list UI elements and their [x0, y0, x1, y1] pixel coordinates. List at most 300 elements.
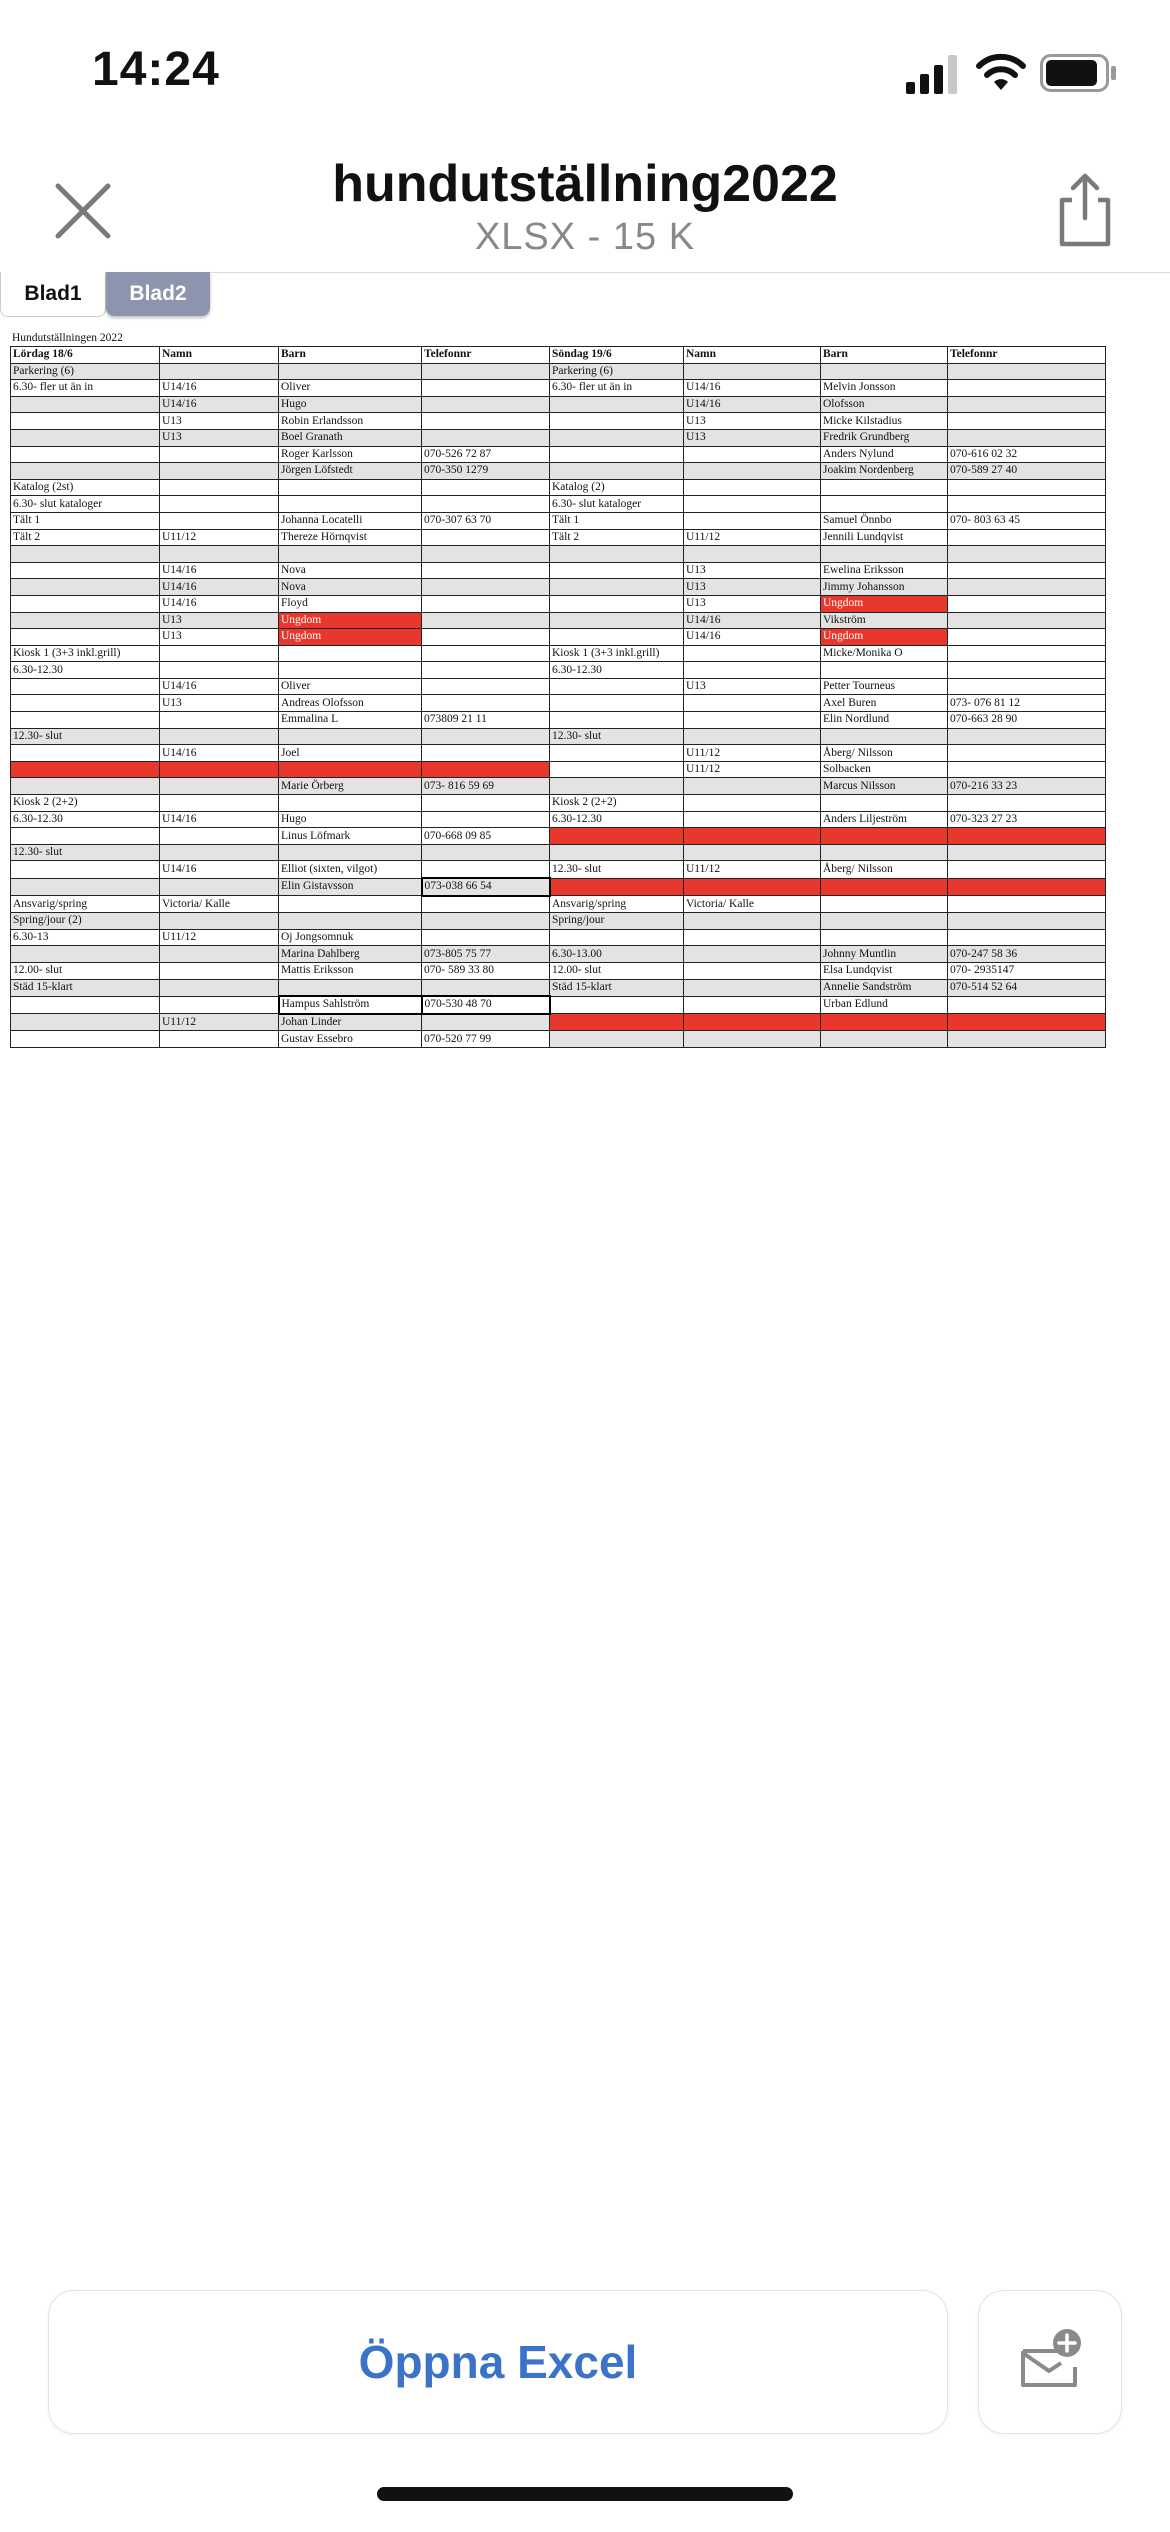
- table-cell[interactable]: Ungdom: [821, 595, 948, 612]
- table-cell[interactable]: Namn: [684, 347, 821, 364]
- table-cell[interactable]: 12.30- slut: [550, 728, 684, 745]
- table-cell[interactable]: U11/12: [684, 861, 821, 878]
- table-cell[interactable]: [550, 579, 684, 596]
- table-cell[interactable]: [422, 913, 550, 930]
- table-cell[interactable]: 070-323 27 23: [948, 811, 1106, 828]
- table-cell[interactable]: 070-668 09 85: [422, 828, 550, 845]
- table-cell[interactable]: [948, 745, 1106, 762]
- table-cell[interactable]: [948, 861, 1106, 878]
- table-cell[interactable]: U14/16: [160, 380, 279, 397]
- table-cell[interactable]: [821, 496, 948, 513]
- table-cell[interactable]: U13: [160, 695, 279, 712]
- table-cell[interactable]: [422, 612, 550, 629]
- table-cell[interactable]: [948, 1014, 1106, 1031]
- table-cell[interactable]: [684, 1014, 821, 1031]
- table-cell[interactable]: 12.30- slut: [550, 861, 684, 878]
- table-cell[interactable]: Elliot (sixten, vilgot): [279, 861, 422, 878]
- table-cell[interactable]: [821, 844, 948, 861]
- table-cell[interactable]: Robin Erlandsson: [279, 413, 422, 430]
- table-cell[interactable]: [821, 728, 948, 745]
- table-cell[interactable]: [279, 795, 422, 812]
- table-cell[interactable]: [160, 844, 279, 861]
- table-cell[interactable]: [684, 728, 821, 745]
- table-cell[interactable]: [948, 413, 1106, 430]
- table-cell[interactable]: [422, 429, 550, 446]
- table-cell[interactable]: [160, 363, 279, 380]
- table-cell[interactable]: [11, 612, 160, 629]
- table-cell[interactable]: U11/12: [684, 529, 821, 546]
- table-cell[interactable]: [422, 929, 550, 946]
- table-cell[interactable]: Fredrik Grundberg: [821, 429, 948, 446]
- table-cell[interactable]: [11, 878, 160, 896]
- table-cell[interactable]: [11, 562, 160, 579]
- table-cell[interactable]: Boel Granath: [279, 429, 422, 446]
- table-cell[interactable]: 070-307 63 70: [422, 512, 550, 529]
- table-cell[interactable]: [821, 546, 948, 563]
- table-cell[interactable]: 073809 21 11: [422, 712, 550, 729]
- table-cell[interactable]: U14/16: [160, 678, 279, 695]
- table-cell[interactable]: U14/16: [684, 396, 821, 413]
- table-cell[interactable]: Oliver: [279, 678, 422, 695]
- table-cell[interactable]: [550, 678, 684, 695]
- table-cell[interactable]: U14/16: [160, 595, 279, 612]
- table-cell[interactable]: [550, 1031, 684, 1048]
- table-cell[interactable]: Barn: [279, 347, 422, 364]
- table-cell[interactable]: [160, 645, 279, 662]
- table-cell[interactable]: Johanna Locatelli: [279, 512, 422, 529]
- table-cell[interactable]: [422, 728, 550, 745]
- table-cell[interactable]: U14/16: [160, 562, 279, 579]
- table-cell[interactable]: Elin Nordlund: [821, 712, 948, 729]
- table-cell[interactable]: Mattis Eriksson: [279, 962, 422, 979]
- table-cell[interactable]: [948, 529, 1106, 546]
- table-cell[interactable]: [422, 595, 550, 612]
- table-cell[interactable]: 073- 076 81 12: [948, 695, 1106, 712]
- table-cell[interactable]: [948, 579, 1106, 596]
- table-cell[interactable]: [550, 712, 684, 729]
- table-cell[interactable]: Axel Buren: [821, 695, 948, 712]
- table-cell[interactable]: 070-616 02 32: [948, 446, 1106, 463]
- table-cell[interactable]: [821, 828, 948, 845]
- table-cell[interactable]: [948, 929, 1106, 946]
- table-cell[interactable]: [422, 645, 550, 662]
- table-cell[interactable]: [279, 479, 422, 496]
- table-cell[interactable]: [11, 996, 160, 1014]
- table-cell[interactable]: [160, 463, 279, 480]
- table-cell[interactable]: Anders Liljeström: [821, 811, 948, 828]
- table-cell[interactable]: Nova: [279, 579, 422, 596]
- table-cell[interactable]: U13: [684, 562, 821, 579]
- table-cell[interactable]: [821, 1014, 948, 1031]
- table-cell[interactable]: Gustav Essebro: [279, 1031, 422, 1048]
- table-cell[interactable]: Joakim Nordenberg: [821, 463, 948, 480]
- table-cell[interactable]: Jennili Lundqvist: [821, 529, 948, 546]
- table-cell[interactable]: [422, 745, 550, 762]
- table-cell[interactable]: [422, 795, 550, 812]
- table-cell[interactable]: U11/12: [160, 1014, 279, 1031]
- table-cell[interactable]: [684, 811, 821, 828]
- table-cell[interactable]: [160, 946, 279, 963]
- table-cell[interactable]: [160, 828, 279, 845]
- table-cell[interactable]: [279, 662, 422, 679]
- table-cell[interactable]: 6.30- fler ut än in: [550, 380, 684, 397]
- table-cell[interactable]: [550, 595, 684, 612]
- table-cell[interactable]: 12.30- slut: [11, 844, 160, 861]
- table-cell[interactable]: Telefonnr: [422, 347, 550, 364]
- table-cell[interactable]: [422, 413, 550, 430]
- table-cell[interactable]: Lördag 18/6: [11, 347, 160, 364]
- table-cell[interactable]: [684, 996, 821, 1014]
- table-cell[interactable]: Joel: [279, 745, 422, 762]
- table-cell[interactable]: Ansvarig/spring: [11, 896, 160, 913]
- table-cell[interactable]: [160, 479, 279, 496]
- table-cell[interactable]: [684, 695, 821, 712]
- table-cell[interactable]: 070-247 58 36: [948, 946, 1106, 963]
- table-cell[interactable]: [550, 996, 684, 1014]
- table-cell[interactable]: [11, 761, 160, 778]
- table-cell[interactable]: [422, 1014, 550, 1031]
- table-cell[interactable]: [948, 662, 1106, 679]
- table-cell[interactable]: [422, 695, 550, 712]
- table-cell[interactable]: [684, 946, 821, 963]
- table-cell[interactable]: Spring/jour: [550, 913, 684, 930]
- table-cell[interactable]: U14/16: [684, 380, 821, 397]
- table-cell[interactable]: 6.30-12.30: [11, 662, 160, 679]
- table-cell[interactable]: [279, 896, 422, 913]
- share-icon[interactable]: [1050, 170, 1120, 250]
- table-cell[interactable]: [160, 496, 279, 513]
- table-cell[interactable]: [422, 546, 550, 563]
- table-cell[interactable]: [821, 878, 948, 896]
- table-cell[interactable]: U14/16: [160, 396, 279, 413]
- table-cell[interactable]: Johnny Muntlin: [821, 946, 948, 963]
- table-cell[interactable]: U11/12: [684, 745, 821, 762]
- table-cell[interactable]: [279, 546, 422, 563]
- table-cell[interactable]: [160, 913, 279, 930]
- table-cell[interactable]: [422, 844, 550, 861]
- table-cell[interactable]: Ewelina Eriksson: [821, 562, 948, 579]
- table-cell[interactable]: Melvin Jonsson: [821, 380, 948, 397]
- table-cell[interactable]: 6.30-12.30: [11, 811, 160, 828]
- table-cell[interactable]: Victoria/ Kalle: [684, 896, 821, 913]
- table-cell[interactable]: [821, 363, 948, 380]
- table-cell[interactable]: [160, 979, 279, 996]
- table-cell[interactable]: [11, 1014, 160, 1031]
- table-cell[interactable]: Micke/Monika O: [821, 645, 948, 662]
- table-cell[interactable]: [684, 962, 821, 979]
- table-cell[interactable]: Olofsson: [821, 396, 948, 413]
- table-cell[interactable]: Solbacken: [821, 761, 948, 778]
- table-cell[interactable]: [550, 413, 684, 430]
- table-cell[interactable]: Spring/jour (2): [11, 913, 160, 930]
- table-cell[interactable]: [948, 996, 1106, 1014]
- table-cell[interactable]: Kiosk 1 (3+3 inkl.grill): [11, 645, 160, 662]
- table-cell[interactable]: [684, 1031, 821, 1048]
- tab-blad2[interactable]: Blad2: [106, 272, 210, 316]
- table-cell[interactable]: Annelie Sandström: [821, 979, 948, 996]
- table-cell[interactable]: [11, 429, 160, 446]
- table-cell[interactable]: 12.30- slut: [11, 728, 160, 745]
- table-cell[interactable]: [948, 380, 1106, 397]
- table-cell[interactable]: [11, 595, 160, 612]
- table-cell[interactable]: [160, 996, 279, 1014]
- table-cell[interactable]: [684, 662, 821, 679]
- table-cell[interactable]: [550, 828, 684, 845]
- table-cell[interactable]: 070-520 77 99: [422, 1031, 550, 1048]
- table-cell[interactable]: [948, 396, 1106, 413]
- table-cell[interactable]: [684, 844, 821, 861]
- table-cell[interactable]: [821, 929, 948, 946]
- table-cell[interactable]: [422, 678, 550, 695]
- table-cell[interactable]: Tält 2: [11, 529, 160, 546]
- table-cell[interactable]: Katalog (2st): [11, 479, 160, 496]
- table-cell[interactable]: [948, 678, 1106, 695]
- table-cell[interactable]: [821, 479, 948, 496]
- table-cell[interactable]: 12.00- slut: [11, 962, 160, 979]
- table-cell[interactable]: [422, 761, 550, 778]
- table-cell[interactable]: U11/12: [160, 529, 279, 546]
- table-cell[interactable]: Hugo: [279, 811, 422, 828]
- table-cell[interactable]: Thereze Hörnqvist: [279, 529, 422, 546]
- table-cell[interactable]: [948, 363, 1106, 380]
- table-cell[interactable]: [550, 396, 684, 413]
- table-cell[interactable]: U11/12: [160, 929, 279, 946]
- table-cell[interactable]: 12.00- slut: [550, 962, 684, 979]
- table-cell[interactable]: 070-514 52 64: [948, 979, 1106, 996]
- table-cell[interactable]: [684, 778, 821, 795]
- table-cell[interactable]: Tält 2: [550, 529, 684, 546]
- table-cell[interactable]: [279, 761, 422, 778]
- table-cell[interactable]: [422, 380, 550, 397]
- table-cell[interactable]: [684, 929, 821, 946]
- table-cell[interactable]: Kiosk 1 (3+3 inkl.grill): [550, 645, 684, 662]
- table-cell[interactable]: [160, 712, 279, 729]
- table-cell[interactable]: [948, 612, 1106, 629]
- table-cell[interactable]: [821, 1031, 948, 1048]
- table-cell[interactable]: U14/16: [684, 612, 821, 629]
- table-cell[interactable]: U14/16: [160, 811, 279, 828]
- table-cell[interactable]: 6.30-13: [11, 929, 160, 946]
- table-cell[interactable]: [948, 429, 1106, 446]
- table-cell[interactable]: [279, 913, 422, 930]
- table-cell[interactable]: [948, 878, 1106, 896]
- table-cell[interactable]: [550, 612, 684, 629]
- table-cell[interactable]: [684, 645, 821, 662]
- table-cell[interactable]: [550, 446, 684, 463]
- table-cell[interactable]: [422, 629, 550, 646]
- open-excel-button[interactable]: Öppna Excel: [48, 2290, 948, 2434]
- table-cell[interactable]: Elsa Lundqvist: [821, 962, 948, 979]
- table-cell[interactable]: U14/16: [684, 629, 821, 646]
- table-cell[interactable]: [684, 913, 821, 930]
- table-cell[interactable]: Marcus Nilsson: [821, 778, 948, 795]
- table-cell[interactable]: [11, 1031, 160, 1048]
- table-cell[interactable]: Nova: [279, 562, 422, 579]
- table-cell[interactable]: [550, 929, 684, 946]
- table-cell[interactable]: [279, 363, 422, 380]
- table-cell[interactable]: [550, 562, 684, 579]
- table-cell[interactable]: [422, 562, 550, 579]
- table-cell[interactable]: [11, 546, 160, 563]
- table-cell[interactable]: [684, 496, 821, 513]
- table-cell[interactable]: [160, 546, 279, 563]
- table-cell[interactable]: [279, 496, 422, 513]
- table-cell[interactable]: [948, 795, 1106, 812]
- table-cell[interactable]: [821, 896, 948, 913]
- table-cell[interactable]: U13: [684, 595, 821, 612]
- table-cell[interactable]: [821, 662, 948, 679]
- table-cell[interactable]: [948, 728, 1106, 745]
- table-cell[interactable]: [160, 728, 279, 745]
- table-cell[interactable]: [279, 728, 422, 745]
- table-cell[interactable]: [422, 396, 550, 413]
- table-cell[interactable]: [11, 695, 160, 712]
- table-cell[interactable]: Söndag 19/6: [550, 347, 684, 364]
- table-cell[interactable]: [550, 629, 684, 646]
- table-cell[interactable]: Ungdom: [279, 612, 422, 629]
- table-cell[interactable]: [948, 645, 1106, 662]
- table-cell[interactable]: Telefonnr: [948, 347, 1106, 364]
- table-cell[interactable]: U13: [684, 413, 821, 430]
- table-cell[interactable]: Kiosk 2 (2+2): [550, 795, 684, 812]
- table-cell[interactable]: [160, 662, 279, 679]
- table-cell[interactable]: [11, 678, 160, 695]
- table-cell[interactable]: [11, 946, 160, 963]
- table-cell[interactable]: Hugo: [279, 396, 422, 413]
- table-cell[interactable]: 6.30-12.30: [550, 811, 684, 828]
- table-cell[interactable]: [11, 446, 160, 463]
- table-cell[interactable]: [948, 629, 1106, 646]
- table-cell[interactable]: [948, 913, 1106, 930]
- table-cell[interactable]: [550, 844, 684, 861]
- table-cell[interactable]: [160, 512, 279, 529]
- table-cell[interactable]: [422, 529, 550, 546]
- table-cell[interactable]: Andreas Olofsson: [279, 695, 422, 712]
- table-cell[interactable]: U13: [684, 579, 821, 596]
- table-cell[interactable]: [422, 979, 550, 996]
- table-cell[interactable]: 070- 589 33 80: [422, 962, 550, 979]
- table-cell[interactable]: [684, 828, 821, 845]
- table-cell[interactable]: [821, 913, 948, 930]
- table-cell[interactable]: [11, 861, 160, 878]
- table-cell[interactable]: Parkering (6): [11, 363, 160, 380]
- table-cell[interactable]: [948, 1031, 1106, 1048]
- table-cell[interactable]: [11, 463, 160, 480]
- mail-button[interactable]: [978, 2290, 1122, 2434]
- table-cell[interactable]: [279, 645, 422, 662]
- table-cell[interactable]: 070-663 28 90: [948, 712, 1106, 729]
- table-cell[interactable]: 070-526 72 87: [422, 446, 550, 463]
- table-cell[interactable]: U13: [160, 629, 279, 646]
- table-cell[interactable]: Floyd: [279, 595, 422, 612]
- table-cell[interactable]: [948, 844, 1106, 861]
- table-cell[interactable]: [948, 546, 1106, 563]
- table-cell[interactable]: [684, 363, 821, 380]
- table-cell[interactable]: Elin Gistavsson: [279, 878, 422, 896]
- table-cell[interactable]: [684, 979, 821, 996]
- table-cell[interactable]: 070- 2935147: [948, 962, 1106, 979]
- table-cell[interactable]: Micke Kilstadius: [821, 413, 948, 430]
- table-cell[interactable]: Städ 15-klart: [11, 979, 160, 996]
- table-cell[interactable]: 6.30- slut kataloger: [11, 496, 160, 513]
- table-cell[interactable]: 6.30- fler ut än in: [11, 380, 160, 397]
- table-cell[interactable]: [11, 396, 160, 413]
- table-cell[interactable]: [684, 446, 821, 463]
- table-cell[interactable]: [422, 662, 550, 679]
- table-cell[interactable]: Barn: [821, 347, 948, 364]
- table-cell[interactable]: [948, 896, 1106, 913]
- table-cell[interactable]: [948, 562, 1106, 579]
- table-cell[interactable]: [160, 1031, 279, 1048]
- table-cell[interactable]: Anders Nylund: [821, 446, 948, 463]
- table-cell[interactable]: U11/12: [684, 761, 821, 778]
- table-cell[interactable]: [160, 962, 279, 979]
- table-cell[interactable]: [948, 761, 1106, 778]
- table-cell[interactable]: [684, 712, 821, 729]
- table-cell[interactable]: Åberg/ Nilsson: [821, 861, 948, 878]
- table-cell[interactable]: [422, 479, 550, 496]
- table-cell[interactable]: U14/16: [160, 861, 279, 878]
- table-cell[interactable]: [821, 795, 948, 812]
- table-cell[interactable]: [550, 429, 684, 446]
- table-cell[interactable]: [550, 546, 684, 563]
- table-cell[interactable]: [422, 496, 550, 513]
- table-cell[interactable]: Roger Karlsson: [279, 446, 422, 463]
- table-cell[interactable]: [11, 778, 160, 795]
- table-cell[interactable]: Vikström: [821, 612, 948, 629]
- table-cell[interactable]: 070-216 33 23: [948, 778, 1106, 795]
- table-cell[interactable]: [550, 778, 684, 795]
- table-cell[interactable]: Jimmy Johansson: [821, 579, 948, 596]
- table-cell[interactable]: Marie Örberg: [279, 778, 422, 795]
- table-cell[interactable]: [684, 463, 821, 480]
- table-cell[interactable]: Åberg/ Nilsson: [821, 745, 948, 762]
- table-cell[interactable]: U13: [160, 612, 279, 629]
- table-cell[interactable]: Oj Jongsomnuk: [279, 929, 422, 946]
- table-cell[interactable]: Marina Dahlberg: [279, 946, 422, 963]
- table-cell[interactable]: [160, 878, 279, 896]
- table-cell[interactable]: 070-589 27 40: [948, 463, 1106, 480]
- table-cell[interactable]: U13: [684, 678, 821, 695]
- table-cell[interactable]: [422, 811, 550, 828]
- table-cell[interactable]: [550, 695, 684, 712]
- table-cell[interactable]: Hampus Sahlström: [279, 996, 422, 1014]
- table-cell[interactable]: [684, 878, 821, 896]
- table-cell[interactable]: Samuel Önnbo: [821, 512, 948, 529]
- table-cell[interactable]: U13: [160, 429, 279, 446]
- table-cell[interactable]: 073- 816 59 69: [422, 778, 550, 795]
- table-cell[interactable]: [684, 546, 821, 563]
- table-cell[interactable]: [160, 446, 279, 463]
- table-cell[interactable]: [11, 828, 160, 845]
- tab-blad1[interactable]: Blad1: [0, 272, 106, 317]
- table-cell[interactable]: 6.30-13.00: [550, 946, 684, 963]
- table-cell[interactable]: Oliver: [279, 380, 422, 397]
- table-cell[interactable]: Ungdom: [821, 629, 948, 646]
- table-cell[interactable]: Victoria/ Kalle: [160, 896, 279, 913]
- table-cell[interactable]: 070- 803 63 45: [948, 512, 1106, 529]
- table-cell[interactable]: Ungdom: [279, 629, 422, 646]
- table-cell[interactable]: 073-805 75 77: [422, 946, 550, 963]
- table-cell[interactable]: Urban Edlund: [821, 996, 948, 1014]
- table-cell[interactable]: [11, 579, 160, 596]
- table-cell[interactable]: [11, 712, 160, 729]
- table-cell[interactable]: 070-350 1279: [422, 463, 550, 480]
- table-cell[interactable]: Jörgen Löfstedt: [279, 463, 422, 480]
- table-cell[interactable]: Tält 1: [550, 512, 684, 529]
- table-cell[interactable]: Katalog (2): [550, 479, 684, 496]
- table-cell[interactable]: Kiosk 2 (2+2): [11, 795, 160, 812]
